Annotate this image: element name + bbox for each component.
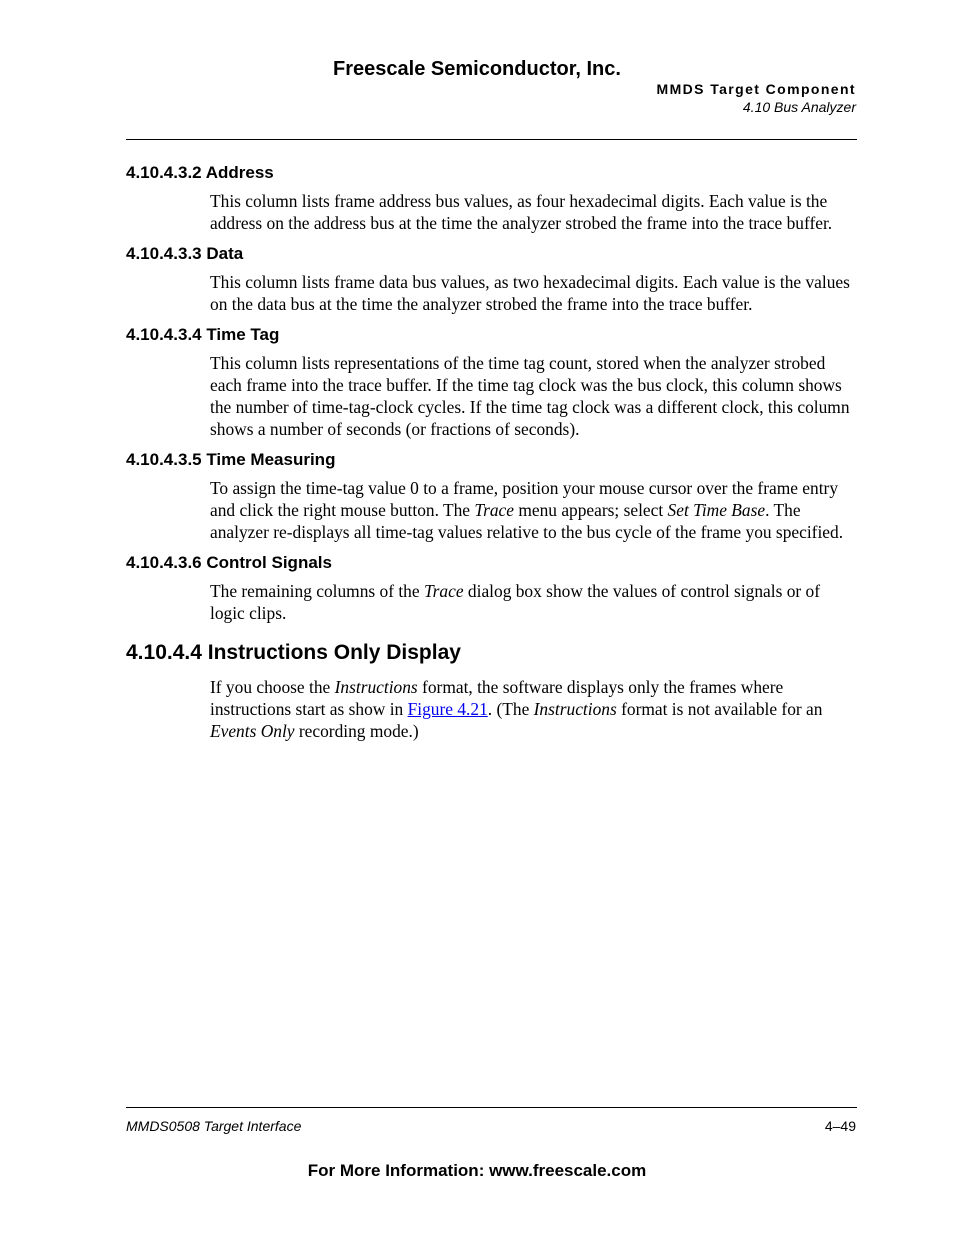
page-body (126, 162, 857, 751)
heading-instructions-only: 4.10.4.4 Instructions Only Display (126, 641, 461, 664)
company-name: Freescale Semiconductor, Inc. (333, 58, 621, 80)
figure-4-21-link[interactable]: Figure 4.21 (407, 699, 488, 719)
paragraph-time-measuring (210, 477, 857, 543)
footer-doc-title: MMDS0508 Target Interface (126, 1118, 302, 1134)
text-run: dialog box show the values of control signals or of logic clips. (210, 581, 821, 623)
text-run: format is not available for an (616, 699, 823, 719)
emphasis-set-time-base: Set Time Base (667, 500, 766, 520)
text-run: format, the software displays only the frames where instructions start as show in (210, 677, 784, 719)
emphasis-instructions: Instructions (334, 677, 418, 697)
heading-time-measuring: 4.10.4.3.5 Time Measuring (126, 450, 336, 469)
text-run: To assign the time-tag value 0 to a frame, position your mouse cursor over the frame entry and click the right mouse button. The (210, 478, 839, 520)
paragraph-instructions-only (210, 676, 857, 742)
heading-time-tag: 4.10.4.3.4 Time Tag (126, 325, 280, 344)
header-component: MMDS Target Component (656, 81, 856, 97)
emphasis-trace: Trace (474, 500, 514, 520)
footer-rule (126, 1107, 857, 1108)
running-header (657, 80, 856, 116)
text-run: . (The (487, 699, 534, 719)
paragraph-address: This column lists frame address bus values, as four hexadecimal digits. Each value is the address on the address bus at the time the analyzer strobed the frame into the trace buffer. (210, 191, 833, 233)
emphasis-instructions: Instructions (533, 699, 617, 719)
paragraph-time-tag: This column lists representations of the time tag count, stored when the analyzer strobed each frame into the trace buffer. If the time tag clock was the bus clock, this column shows the number of time-tag-clock cycles. If the time tag clock was a different clock, this column shows a number of seconds (or fractions of seconds). (210, 353, 850, 439)
text-run: . The analyzer re-displays all time-tag values relative to the bus cycle of the frame you specified. (210, 500, 844, 542)
emphasis-events-only: Events Only (210, 721, 295, 741)
heading-address: 4.10.4.3.2 Address (126, 163, 274, 182)
heading-control-signals: 4.10.4.3.6 Control Signals (126, 553, 332, 572)
paragraph-data: This column lists frame data bus values, as two hexadecimal digits. Each value is the values on the data bus at the time the analyzer strobed the frame into the trace buffer. (210, 272, 850, 314)
text-run: The remaining columns of the (210, 581, 424, 601)
text-run: recording mode.) (294, 721, 419, 741)
footer-page-number: 4–49 (824, 1118, 856, 1134)
text-run: menu appears; select (513, 500, 668, 520)
heading-data: 4.10.4.3.3 Data (126, 244, 244, 263)
text-run: If you choose the (210, 677, 335, 697)
emphasis-trace: Trace (423, 581, 464, 601)
header-section: 4.10 Bus Analyzer (742, 99, 856, 115)
header-rule (126, 139, 857, 140)
footer-more-info: For More Information: www.freescale.com (307, 1161, 647, 1180)
paragraph-control-signals (210, 580, 857, 624)
